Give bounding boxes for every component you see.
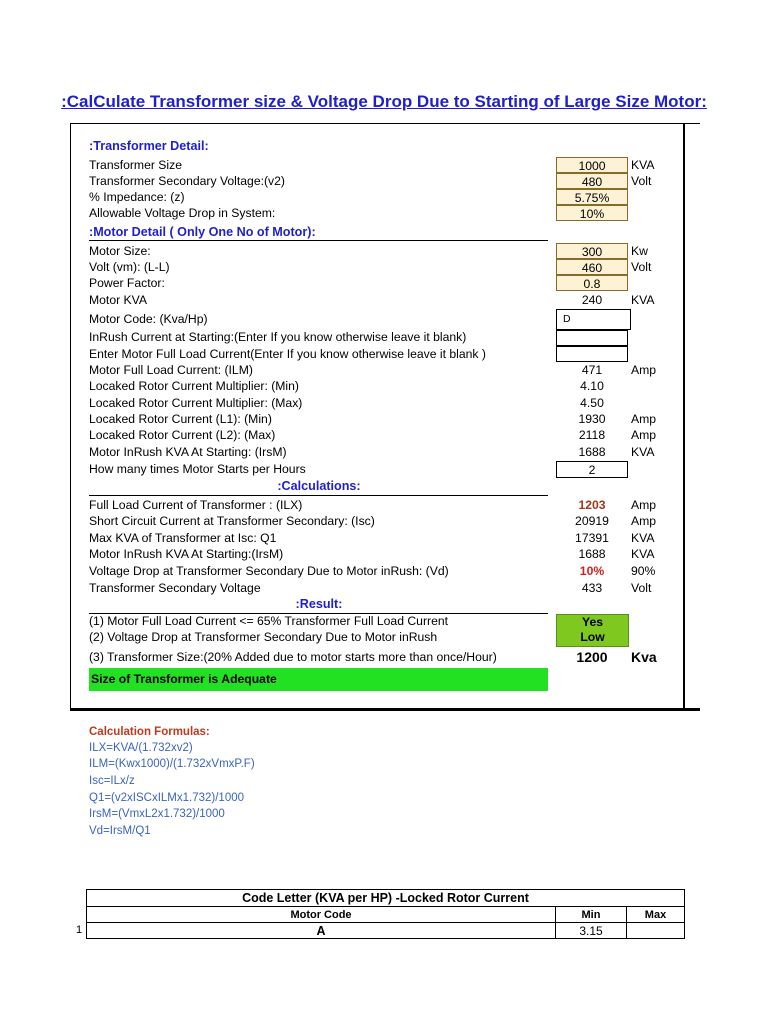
max-kva-value: 17391	[575, 531, 609, 545]
motor-flc-unit: Amp	[631, 363, 657, 377]
code-cell[interactable]: A	[87, 923, 556, 939]
page-title: :CalCulate Transformer size & Voltage Drop Due to Starting of Large Size Motor:	[61, 92, 707, 111]
formula-irsm: IrsM=(VmxL2x1.732)/1000	[89, 808, 225, 820]
calc-inrush-kva-value: 1688	[578, 547, 606, 561]
motor-detail-heading: :Motor Detail ( Only One No of Motor):	[89, 225, 316, 239]
max-col-header: Max	[627, 907, 685, 923]
conclusion-banner: Size of Transformer is Adequate	[89, 668, 548, 691]
result-1-label: (1) Motor Full Load Current <= 65% Transformer Full Load Current	[89, 614, 449, 628]
motor-code-select[interactable]: D	[556, 309, 631, 330]
lrc-multiplier-min-label: Locaked Rotor Current Multiplier: (Min)	[89, 379, 299, 393]
transformer-flc-label: Full Load Current of Transformer : (ILX)	[89, 498, 303, 512]
motor-inrush-kva-unit: KVA	[631, 445, 655, 459]
motor-kva-label: Motor KVA	[89, 293, 148, 307]
calc-inrush-kva-label: Motor InRush KVA At Starting:(IrsM)	[89, 547, 284, 561]
panel-right-border	[683, 123, 685, 709]
short-circuit-current-value: 20919	[575, 514, 609, 528]
short-circuit-current-unit: Amp	[631, 514, 657, 528]
transformer-size-unit: KVA	[631, 158, 655, 172]
table-row	[87, 923, 685, 939]
formula-vd: Vd=IrsM/Q1	[89, 825, 151, 837]
transformer-detail-heading: :Transformer Detail:	[89, 139, 209, 153]
secondary-voltage-unit: Volt	[631, 174, 652, 188]
lrc-min-value: 1930	[578, 412, 606, 426]
motor-size-unit: Kw	[631, 244, 648, 258]
power-factor-input[interactable]: 0.8	[556, 275, 628, 291]
transformer-flc-unit: Amp	[631, 498, 657, 512]
motor-kva-value: 240	[581, 293, 603, 307]
transformer-size-label: Transformer Size	[89, 158, 183, 172]
result-2-label: (2) Voltage Drop at Transformer Secondary Due to Motor inRush	[89, 630, 438, 644]
starts-per-hour-label: How many times Motor Starts per Hours	[89, 462, 306, 476]
max-kva-unit: KVA	[631, 531, 655, 545]
motor-heading-divider	[89, 240, 548, 241]
formula-ilm: ILM=(Kwx1000)/(1.732xVmxP.F)	[89, 758, 255, 770]
allowable-drop-label: Allowable Voltage Drop in System:	[89, 206, 276, 220]
inrush-current-label: InRush Current at Starting:(Enter If you know otherwise leave it blank)	[89, 330, 467, 344]
row-number: 1	[76, 924, 83, 936]
lrc-max-unit: Amp	[631, 428, 657, 442]
motor-volt-unit: Volt	[631, 260, 652, 274]
power-factor-label: Power Factor:	[89, 276, 165, 290]
lrc-multiplier-max-value: 4.50	[580, 396, 604, 410]
secondary-voltage-input[interactable]: 480	[556, 173, 628, 189]
formula-isc: Isc=ILx/z	[89, 775, 135, 787]
motor-code-label: Motor Code: (Kva/Hp)	[89, 312, 208, 326]
impedance-input[interactable]: 5.75%	[556, 189, 628, 205]
voltage-drop-value: 10%	[579, 564, 605, 578]
lrc-multiplier-min-value: 4.10	[580, 379, 604, 393]
transformer-size-input[interactable]: 1000	[556, 157, 628, 173]
impedance-label: % Impedance: (z)	[89, 190, 185, 204]
motor-inrush-kva-label: Motor InRush KVA At Starting: (IrsM)	[89, 445, 287, 459]
result-3-value: 1200	[576, 649, 608, 665]
result-status-box	[556, 614, 629, 647]
starts-per-hour-input[interactable]: 2	[556, 461, 628, 478]
formula-q1: Q1=(v2xISCxILMx1.732)/1000	[89, 792, 245, 804]
motor-size-input[interactable]: 300	[556, 243, 628, 259]
short-circuit-current-label: Short Circuit Current at Transformer Secondary: (Isc)	[89, 514, 375, 528]
lrc-min-unit: Amp	[631, 412, 657, 426]
transformer-flc-value: 1203	[578, 498, 606, 512]
voltage-remaining-value: 90%	[631, 564, 656, 578]
calculations-heading: :Calculations:	[277, 479, 361, 493]
secondary-voltage-result-unit: Volt	[631, 581, 652, 595]
result-1-value: Yes	[581, 615, 603, 629]
secondary-voltage-result-label: Transformer Secondary Voltage	[89, 581, 261, 595]
calculations-divider	[89, 495, 548, 496]
secondary-voltage-result-value: 433	[581, 581, 603, 595]
panel-bottom-border	[70, 708, 700, 710]
code-table-title: Code Letter (KVA per HP) -Locked Rotor Current	[87, 890, 685, 907]
lrc-min-label: Locaked Rotor Current (L1): (Min)	[89, 412, 272, 426]
code-col-header: Motor Code	[87, 907, 556, 923]
motor-volt-input[interactable]: 460	[556, 259, 628, 275]
motor-inrush-kva-value: 1688	[578, 445, 606, 459]
lrc-multiplier-max-label: Locaked Rotor Current Multiplier: (Max)	[89, 396, 303, 410]
result-3-label: (3) Transformer Size:(20% Added due to motor starts more than once/Hour)	[89, 650, 497, 664]
lrc-max-value: 2118	[578, 428, 606, 442]
calc-inrush-kva-unit: KVA	[631, 547, 655, 561]
full-load-current-entry-input[interactable]	[556, 346, 628, 362]
full-load-current-entry-label: Enter Motor Full Load Current(Enter If you know otherwise leave it blank )	[89, 347, 486, 361]
motor-flc-value: 471	[581, 363, 603, 377]
motor-flc-label: Motor Full Load Current: (ILM)	[89, 363, 253, 377]
result-heading: :Result:	[295, 597, 343, 611]
code-letter-table	[86, 889, 685, 939]
inrush-current-input[interactable]	[556, 330, 628, 346]
lrc-max-label: Locaked Rotor Current (L2): (Max)	[89, 428, 276, 442]
min-col-header: Min	[556, 907, 627, 923]
secondary-voltage-label: Transformer Secondary Voltage:(v2)	[89, 174, 285, 188]
voltage-drop-label: Voltage Drop at Transformer Secondary Due to Motor inRush: (Vd)	[89, 564, 449, 578]
result-2-value: Low	[580, 630, 605, 644]
motor-volt-label: Volt (vm): (L-L)	[89, 260, 170, 274]
formulas-heading: Calculation Formulas:	[89, 726, 210, 738]
max-cell[interactable]	[627, 923, 685, 939]
max-kva-label: Max KVA of Transformer at Isc: Q1	[89, 531, 277, 545]
result-3-unit: Kva	[631, 649, 657, 665]
motor-kva-unit: KVA	[631, 293, 655, 307]
formula-ilx: ILX=KVA/(1.732xv2)	[89, 742, 193, 754]
motor-size-label: Motor Size:	[89, 244, 151, 258]
allowable-drop-input[interactable]: 10%	[556, 205, 628, 221]
min-cell[interactable]: 3.15	[556, 923, 627, 939]
